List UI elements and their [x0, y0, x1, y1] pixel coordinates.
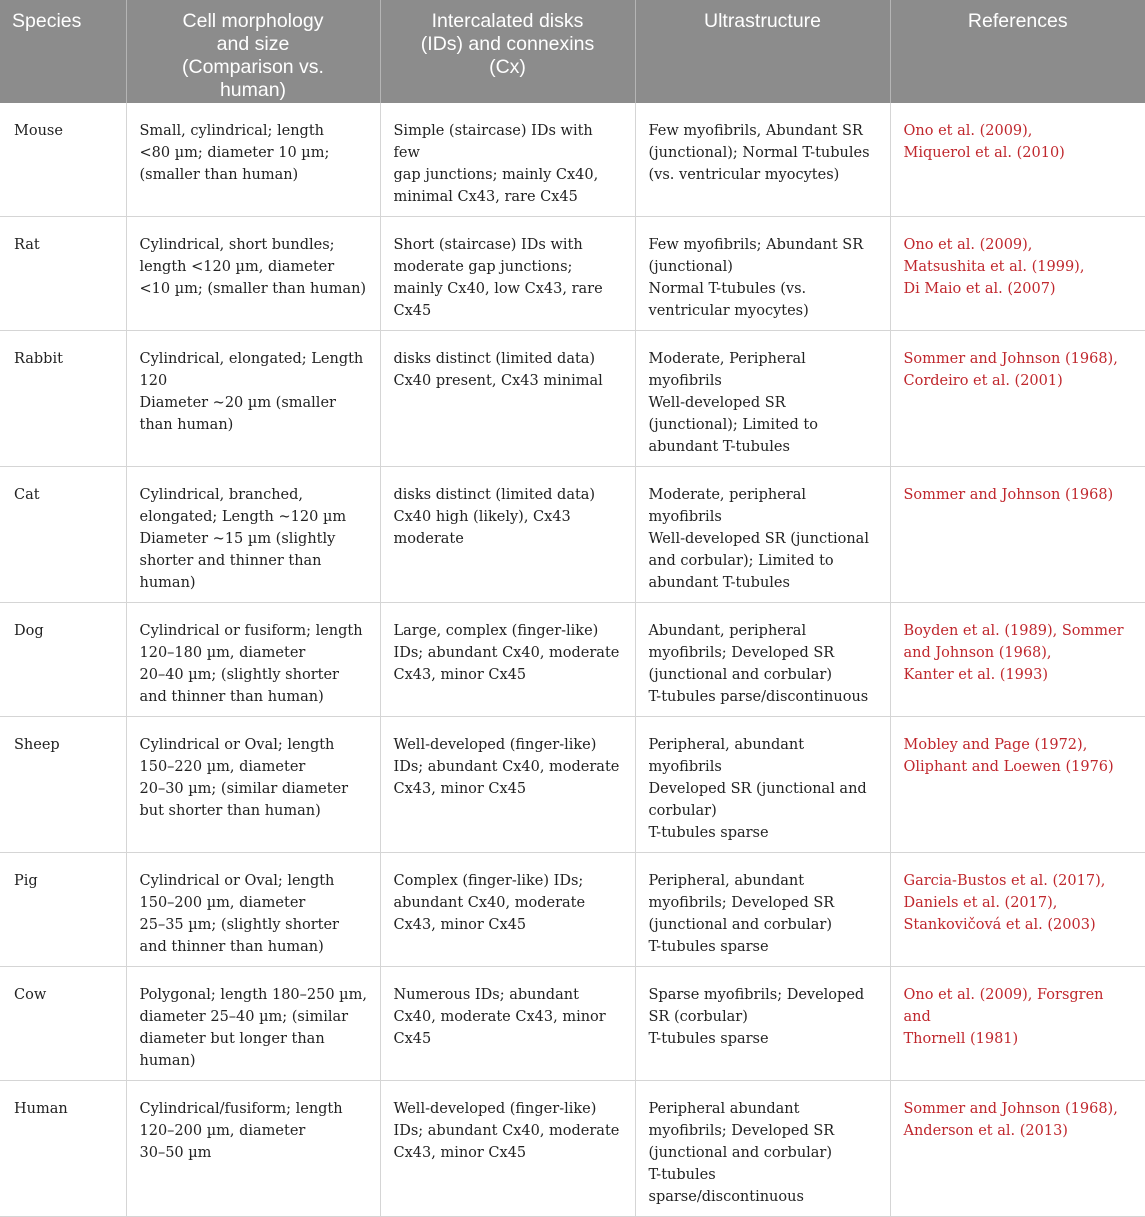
cell-references: Ono et al. (2009), Forsgren and Thornell (1981) [890, 967, 1145, 1081]
cell-references: Sommer and Johnson (1968), Cordeiro et al. (2001) [890, 331, 1145, 467]
header-row [0, 0, 1145, 103]
cell-species: Dog [0, 603, 126, 717]
cell-references: Ono et al. (2009), Miquerol et al. (2010) [890, 103, 1145, 217]
table-row [0, 103, 1145, 217]
table-row [0, 467, 1145, 603]
cell-species: Rat [0, 217, 126, 331]
table-header [0, 0, 1145, 103]
cell-ultrastructure: Sparse myofibrils; Developed SR (corbular) T-tubules sparse [635, 967, 890, 1081]
table-row [0, 331, 1145, 467]
table-row [0, 717, 1145, 853]
cell-ultrastructure: Peripheral, abundant myofibrils Developed SR (junctional and corbular) T-tubules sparse [635, 717, 890, 853]
cell-disks: Simple (staircase) IDs with few gap junctions; mainly Cx40, minimal Cx43, rare Cx45 [380, 103, 635, 217]
header-references: References [890, 0, 1145, 103]
cell-morphology: Cylindrical or Oval; length 150–200 µm, diameter 25–35 µm; (slightly shorter and thinner than human) [126, 853, 380, 967]
cell-species: Cat [0, 467, 126, 603]
cell-species: Mouse [0, 103, 126, 217]
cell-disks: Complex (finger-like) IDs; abundant Cx40, moderate Cx43, minor Cx45 [380, 853, 635, 967]
cell-disks: Short (staircase) IDs with moderate gap junctions; mainly Cx40, low Cx43, rare Cx45 [380, 217, 635, 331]
cell-morphology: Cylindrical/fusiform; length 120–200 µm, diameter 30–50 µm [126, 1081, 380, 1217]
cell-ultrastructure: Peripheral abundant myofibrils; Developed SR (junctional and corbular) T-tubules sparse/discontinuous [635, 1081, 890, 1217]
cell-species: Sheep [0, 717, 126, 853]
cell-species: Human [0, 1081, 126, 1217]
cell-ultrastructure: Peripheral, abundant myofibrils; Developed SR (junctional and corbular) T-tubules sparse [635, 853, 890, 967]
cell-morphology: Polygonal; length 180–250 µm, diameter 25–40 µm; (similar diameter but longer than human) [126, 967, 380, 1081]
cell-disks: disks distinct (limited data) Cx40 present, Cx43 minimal [380, 331, 635, 467]
cell-disks: Large, complex (finger-like) IDs; abundant Cx40, moderate Cx43, minor Cx45 [380, 603, 635, 717]
cell-morphology: Small, cylindrical; length <80 µm; diameter 10 µm; (smaller than human) [126, 103, 380, 217]
header-ultrastructure: Ultrastructure [635, 0, 890, 103]
table-row [0, 217, 1145, 331]
header-cell-morphology: Cell morphology and size (Comparison vs. human) [126, 0, 380, 103]
cell-morphology: Cylindrical, branched, elongated; Length ~120 µm Diameter ~15 µm (slightly shorter and thinner than human) [126, 467, 380, 603]
header-species: Species [0, 0, 126, 103]
table-row [0, 967, 1145, 1081]
cell-ultrastructure: Few myofibrils, Abundant SR (junctional); Normal T-tubules (vs. ventricular myocytes) [635, 103, 890, 217]
cell-ultrastructure: Few myofibrils; Abundant SR (junctional) Normal T-tubules (vs. ventricular myocytes) [635, 217, 890, 331]
cell-references: Sommer and Johnson (1968) [890, 467, 1145, 603]
cell-morphology: Cylindrical or fusiform; length 120–180 µm, diameter 20–40 µm; (slightly shorter and thinner than human) [126, 603, 380, 717]
cell-references: Sommer and Johnson (1968), Anderson et al. (2013) [890, 1081, 1145, 1217]
cell-references: Ono et al. (2009), Matsushita et al. (1999), Di Maio et al. (2007) [890, 217, 1145, 331]
cell-morphology: Cylindrical, elongated; Length 120 Diameter ~20 µm (smaller than human) [126, 331, 380, 467]
cell-ultrastructure: Moderate, Peripheral myofibrils Well-developed SR (junctional); Limited to abundant T-tubules [635, 331, 890, 467]
cell-references: Boyden et al. (1989), Sommer and Johnson (1968), Kanter et al. (1993) [890, 603, 1145, 717]
table-row [0, 1081, 1145, 1217]
cell-species: Pig [0, 853, 126, 967]
cell-disks: Well-developed (finger-like) IDs; abundant Cx40, moderate Cx43, minor Cx45 [380, 717, 635, 853]
cell-ultrastructure: Moderate, peripheral myofibrils Well-developed SR (junctional and corbular); Limited to abundant T-tubules [635, 467, 890, 603]
header-intercalated-disks: Intercalated disks (IDs) and connexins (Cx) [380, 0, 635, 103]
table-row [0, 853, 1145, 967]
cell-species: Cow [0, 967, 126, 1081]
cell-references: Garcia-Bustos et al. (2017), Daniels et al. (2017), Stankovičová et al. (2003) [890, 853, 1145, 967]
cell-references: Mobley and Page (1972), Oliphant and Loewen (1976) [890, 717, 1145, 853]
cell-disks: Well-developed (finger-like) IDs; abundant Cx40, moderate Cx43, minor Cx45 [380, 1081, 635, 1217]
cell-disks: Numerous IDs; abundant Cx40, moderate Cx43, minor Cx45 [380, 967, 635, 1081]
cell-morphology: Cylindrical or Oval; length 150–220 µm, diameter 20–30 µm; (similar diameter but shorter than human) [126, 717, 380, 853]
cell-species: Rabbit [0, 331, 126, 467]
cell-ultrastructure: Abundant, peripheral myofibrils; Developed SR (junctional and corbular) T-tubules parse/discontinuous [635, 603, 890, 717]
cell-morphology: Cylindrical, short bundles; length <120 µm, diameter <10 µm; (smaller than human) [126, 217, 380, 331]
table-row [0, 603, 1145, 717]
cell-disks: disks distinct (limited data) Cx40 high (likely), Cx43 moderate [380, 467, 635, 603]
table-body [0, 103, 1145, 1217]
